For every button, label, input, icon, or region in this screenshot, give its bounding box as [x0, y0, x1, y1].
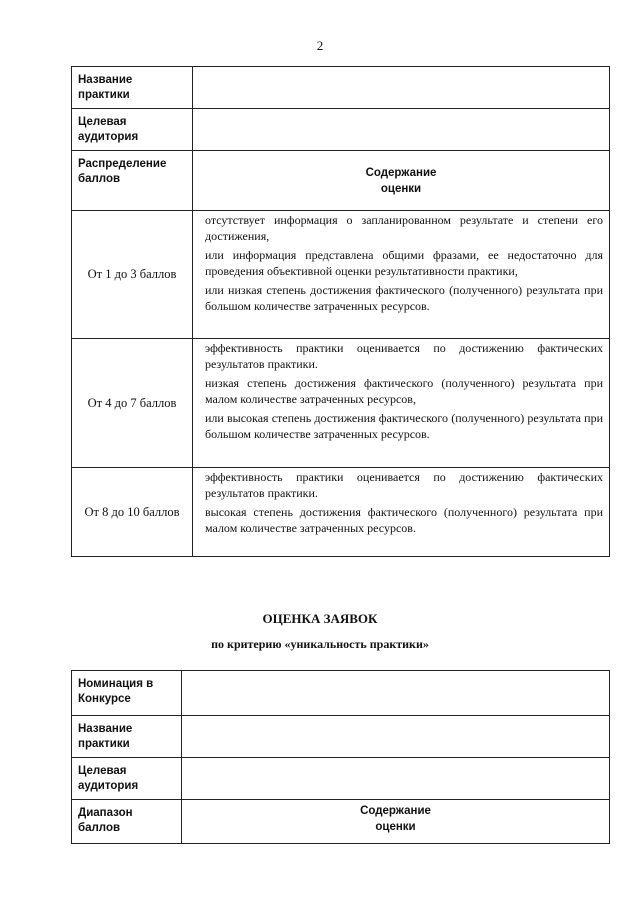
table-row: [72, 67, 610, 109]
criterion-text: или высокая степень достижения фактического (полученного) результата при большом количестве затраченных ресурсов.: [205, 411, 603, 441]
score-distribution-label: Распределение баллов: [72, 151, 193, 211]
label-line: Диапазон: [78, 807, 133, 819]
nomination-value: [182, 671, 610, 716]
criteria-table-effectiveness: [71, 66, 610, 557]
score-range-label: [72, 800, 182, 844]
table-header-row: [72, 151, 610, 211]
score-row: [72, 339, 610, 468]
assessment-content-header: [193, 151, 610, 211]
score-row: [72, 468, 610, 557]
nomination-label: [72, 671, 182, 716]
label-line: баллов: [78, 822, 121, 834]
page-number: 2: [316, 38, 324, 53]
criterion-text: эффективность практики оценивается по достижению фактических результатов практики.: [205, 470, 603, 500]
score-description: [193, 339, 610, 468]
label-line: практики: [78, 738, 130, 750]
label-line: Целевая: [78, 765, 127, 777]
score-range: От 4 до 7 баллов: [72, 339, 193, 468]
header-line: оценки: [380, 182, 422, 195]
practice-name-value: [193, 67, 610, 109]
table-row: [72, 671, 610, 716]
label-line: Номинация в: [78, 678, 154, 690]
practice-name-label: Название практики: [72, 67, 193, 109]
practice-name-label: [72, 716, 182, 758]
score-description: [193, 211, 610, 339]
label-line: аудитория: [78, 780, 139, 792]
target-audience-value: [182, 758, 610, 800]
criterion-text: высокая степень достижения фактического (полученного) результата при малом количестве затраченных ресурсов.: [205, 505, 603, 535]
criterion-text: эффективность практики оценивается по достижению фактических результатов практики.: [205, 341, 603, 371]
criterion-text: или низкая степень достижения фактического (полученного) результата при большом количестве затраченных ресурсов.: [205, 283, 603, 313]
section-subtitle: по критерию «уникальность практики»: [211, 637, 429, 651]
table-row: [72, 109, 610, 151]
target-audience-label: [72, 758, 182, 800]
label-line: Конкурсе: [78, 693, 131, 705]
practice-name-value: [182, 716, 610, 758]
criterion-text: низкая степень достижения фактического (полученного) результата при малом количестве затраченных ресурсов,: [205, 376, 603, 406]
assessment-content-header: [182, 800, 610, 844]
header-line: Содержание: [365, 166, 437, 179]
criterion-text: или информация представлена общими фразами, ее недостаточно для проведения объективной оценки результативности практики,: [205, 248, 603, 278]
table-row: [72, 716, 610, 758]
label-line: Название: [78, 723, 133, 735]
score-row: [72, 211, 610, 339]
score-description: [193, 468, 610, 557]
target-audience-label: Целевая аудитория: [72, 109, 193, 151]
table-header-row: [72, 800, 610, 844]
target-audience-value: [193, 109, 610, 151]
section-title: ОЦЕНКА ЗАЯВОК: [262, 611, 378, 626]
score-range: От 1 до 3 баллов: [72, 211, 193, 339]
table-row: [72, 758, 610, 800]
criteria-table-uniqueness: [71, 670, 610, 844]
header-line: оценки: [375, 821, 416, 833]
header-line: Содержание: [360, 805, 431, 817]
criterion-text: отсутствует информация о запланированном результате и степени его достижения,: [205, 213, 603, 243]
score-range: От 8 до 10 баллов: [72, 468, 193, 557]
